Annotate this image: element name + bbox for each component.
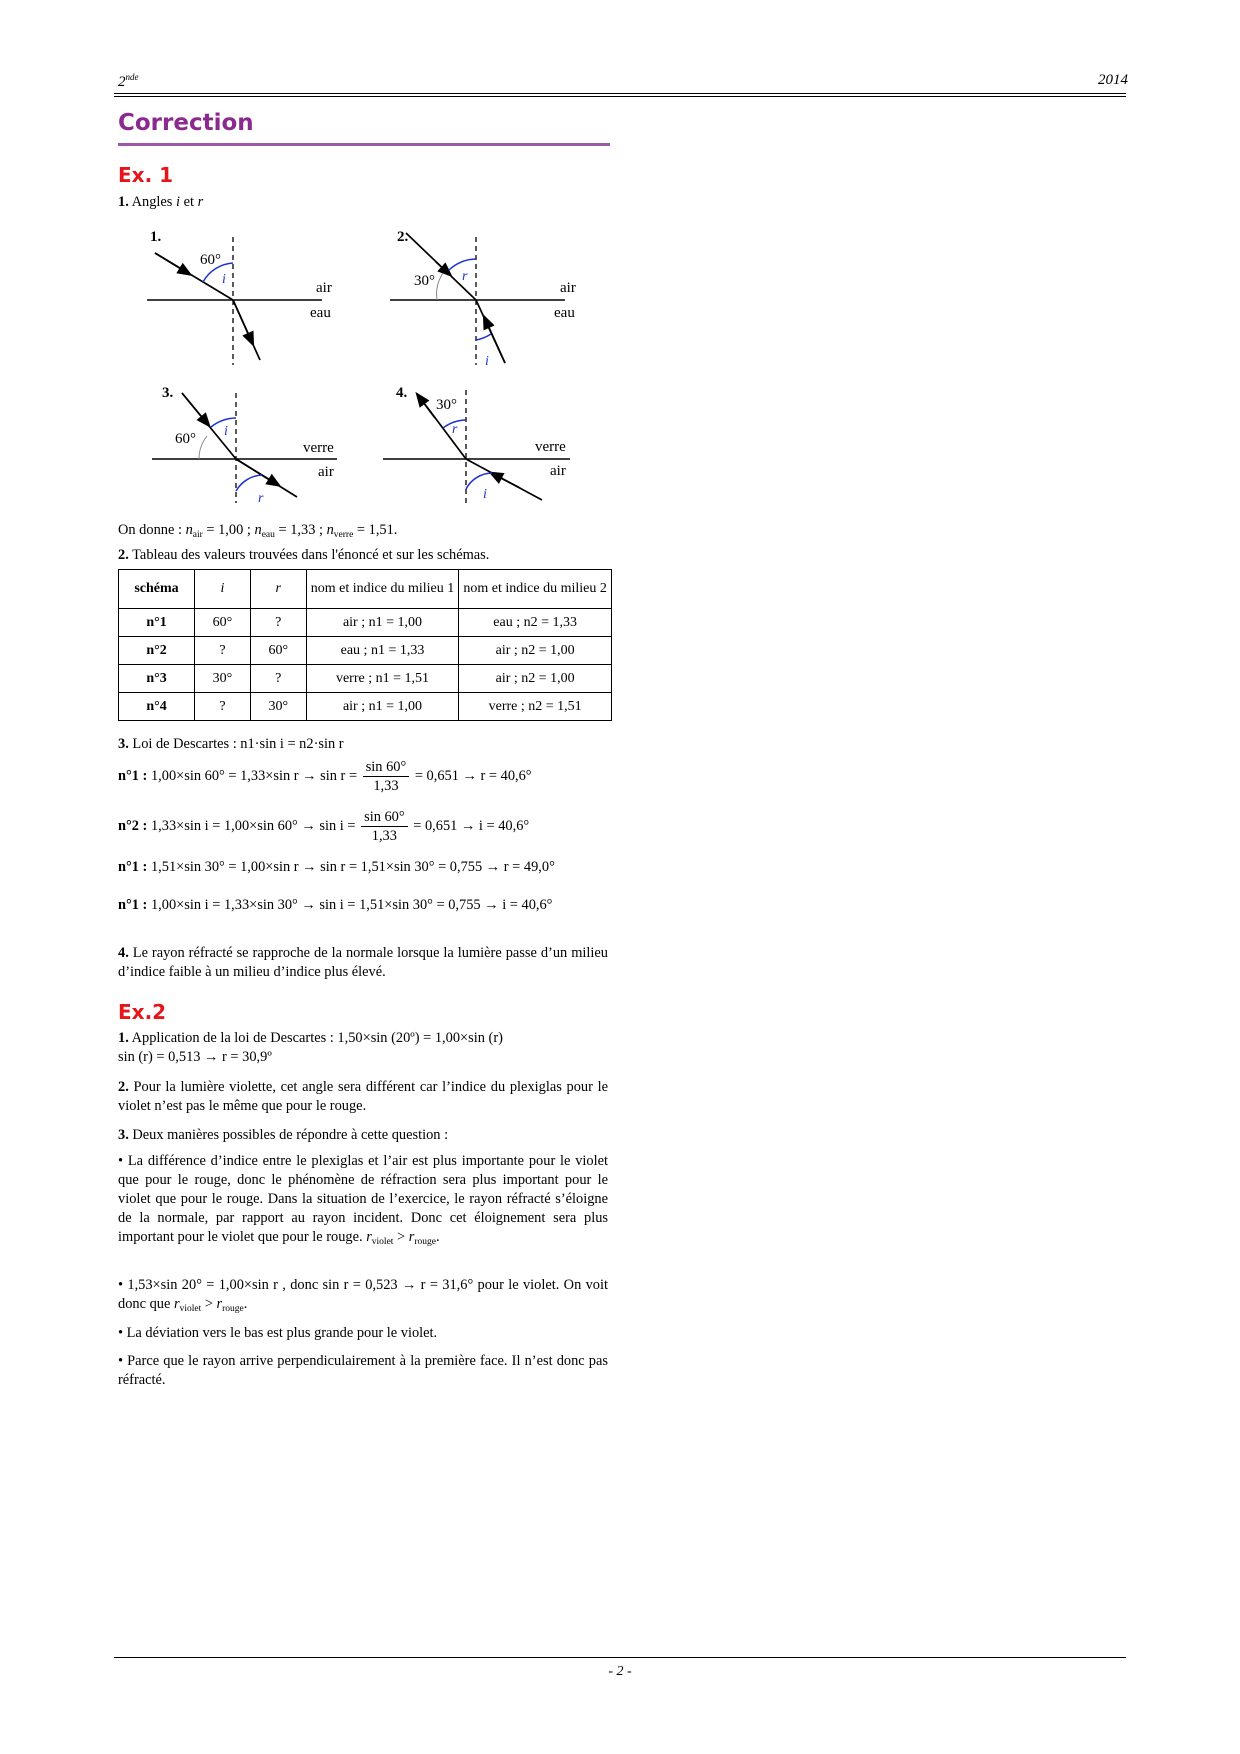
table-cell: ?: [250, 609, 306, 637]
diagram-3-bottom: air: [318, 464, 334, 480]
table-cell: air ; n2 = 1,00: [459, 665, 612, 693]
diagram-3: [152, 385, 337, 506]
table-row: [119, 609, 612, 637]
diagram-4-sym-i: i: [483, 487, 487, 502]
ex1-heading: Ex. 1: [118, 163, 174, 187]
table-cell: n°3: [119, 665, 195, 693]
diagram-4-top: verre: [535, 439, 566, 455]
table-cell: eau ; n1 = 1,33: [306, 637, 459, 665]
ex2-bullet-2: • 1,53×sin 20° = 1,00×sin r , donc sin r = 0,523 → r = 31,6° pour le violet. On voit donc que $r_{violet} > r_{rouge}$.: [118, 1277, 608, 1314]
diagram-2: [390, 229, 576, 369]
table-header: nom et indice du milieu 2: [459, 570, 612, 609]
table-header: nom et indice du milieu 1: [306, 570, 459, 609]
header-year: 2014: [1098, 72, 1128, 88]
refraction-diagrams: [0, 0, 1240, 520]
footer-rule: [114, 1657, 1126, 1658]
diagram-2-angle: 30°: [414, 273, 435, 289]
ex1-q2: 2. Tableau des valeurs trouvées dans l'énoncé et sur les schémas.: [118, 547, 490, 563]
table-cell: verre ; n1 = 1,51: [306, 665, 459, 693]
diagram-4-bottom: air: [550, 463, 566, 479]
ex2-bullet-1: • La différence d’indice entre le plexiglas et l’air est plus importante pour le violet que pour le rouge, donc le phénomène de réfraction sera plus important pour le violet que pour le rouge. Dans la situation de l’exercice, le rayon réfracté s’éloigne de la normale, par rapport au rayon incident. Donc cet éloignement sera plus important pour le violet que pour le rouge. $r_{violet} > r_{rouge}$.: [118, 1153, 608, 1247]
diagram-2-bottom: eau: [554, 305, 575, 321]
given-indices: On donne : $n_{air} = 1,00$ ; $n_{eau} = 1,33$ ; $n_{verre} = 1,51$.: [118, 522, 398, 540]
page-title: Correction: [118, 110, 254, 136]
table-cell: ?: [195, 637, 251, 665]
ex1-q1: 1. Angles i et r: [118, 194, 204, 210]
diagram-4-label: 4.: [396, 385, 408, 401]
diagram-1-label: 1.: [150, 229, 162, 245]
table-cell: eau ; n2 = 1,33: [459, 609, 612, 637]
diagram-1-angle: 60°: [200, 252, 221, 268]
ex1-q4: 4. Le rayon réfracté se rapproche de la normale lorsque la lumière passe d’un milieu d’indice faible à un milieu d’indice plus élevé.: [118, 945, 608, 980]
table-cell: air ; n2 = 1,00: [459, 637, 612, 665]
values-table: [118, 569, 612, 721]
ex1-q3: 3. Loi de Descartes : n1·sin i = n2·sin r: [118, 736, 344, 752]
diagram-3-sym-i: i: [224, 424, 228, 439]
diagram-4: [383, 385, 570, 503]
diagram-2-sym-i: i: [485, 354, 489, 369]
diagram-1: [147, 229, 332, 365]
ex2-q2: 2. Pour la lumière violette, cet angle sera différent car l’indice du plexiglas pour le violet n’est pas le même que pour le rouge.: [118, 1079, 608, 1114]
diagram-3-label: 3.: [162, 385, 174, 401]
ex2-bullet-3: • La déviation vers le bas est plus grande pour le violet.: [118, 1325, 438, 1341]
diagram-2-top: air: [560, 280, 576, 296]
diagram-1-sym-i: i: [222, 272, 226, 287]
header-level: 2nde: [118, 72, 139, 90]
ex2-bullet-4: • Parce que le rayon arrive perpendiculairement à la première face. Il n’est donc pas réfracté.: [118, 1353, 608, 1388]
table-row: [119, 637, 612, 665]
table-header: r: [250, 570, 306, 609]
ex2-heading: Ex.2: [118, 1000, 167, 1024]
table-row: [119, 665, 612, 693]
table-row: [119, 693, 612, 721]
table-cell: 30°: [195, 665, 251, 693]
diagram-1-top: air: [316, 280, 332, 296]
table-cell: 30°: [250, 693, 306, 721]
diagram-3-sym-r: r: [258, 491, 264, 506]
table-cell: n°1: [119, 609, 195, 637]
diagram-4-sym-r: r: [452, 422, 458, 437]
descartes-line-2: n°2 : 1,33×sin i = 1,00×sin 60° → sin i = $\frac{\sin 60^\circ}{1,33}$ = 0,651 → i = 40,6°: [118, 809, 530, 844]
table-cell: ?: [250, 665, 306, 693]
table-header: schéma: [119, 570, 195, 609]
table-cell: air ; n1 = 1,00: [306, 693, 459, 721]
table-cell: n°4: [119, 693, 195, 721]
diagram-3-angle: 60°: [175, 431, 196, 447]
ex2-q3: 3. Deux manières possibles de répondre à cette question :: [118, 1127, 449, 1143]
table-header: i: [195, 570, 251, 609]
descartes-line-3: n°1 : 1,51×sin 30° = 1,00×sin r → sin r = 1,51×sin 30° = 0,755 → r = 49,0°: [118, 859, 555, 875]
table-header-row: [119, 570, 612, 609]
diagram-3-top: verre: [303, 440, 334, 456]
ex2-q1: 1. Application de la loi de Descartes : 1,50×sin (20º) = 1,00×sin (r) sin (r) = 0,513 → r = 30,9º: [118, 1030, 503, 1065]
diagram-4-angle: 30°: [436, 397, 457, 413]
table-cell: 60°: [195, 609, 251, 637]
table-cell: 60°: [250, 637, 306, 665]
diagram-1-bottom: eau: [310, 305, 331, 321]
table-cell: air ; n1 = 1,00: [306, 609, 459, 637]
descartes-line-4: n°1 : 1,00×sin i = 1,33×sin 30° → sin i = 1,51×sin 30° = 0,755 → i = 40,6°: [118, 897, 553, 913]
table-cell: n°2: [119, 637, 195, 665]
page-number: - 2 -: [608, 1664, 632, 1679]
table-cell: ?: [195, 693, 251, 721]
table-cell: verre ; n2 = 1,51: [459, 693, 612, 721]
diagram-2-label: 2.: [397, 229, 409, 245]
descartes-line-1: n°1 : 1,00×sin 60° = 1,33×sin r → sin r = $\frac{\sin 60^\circ}{1,33}$ = 0,651 → r = 40,6°: [118, 759, 532, 794]
diagram-2-sym-r: r: [462, 269, 468, 284]
